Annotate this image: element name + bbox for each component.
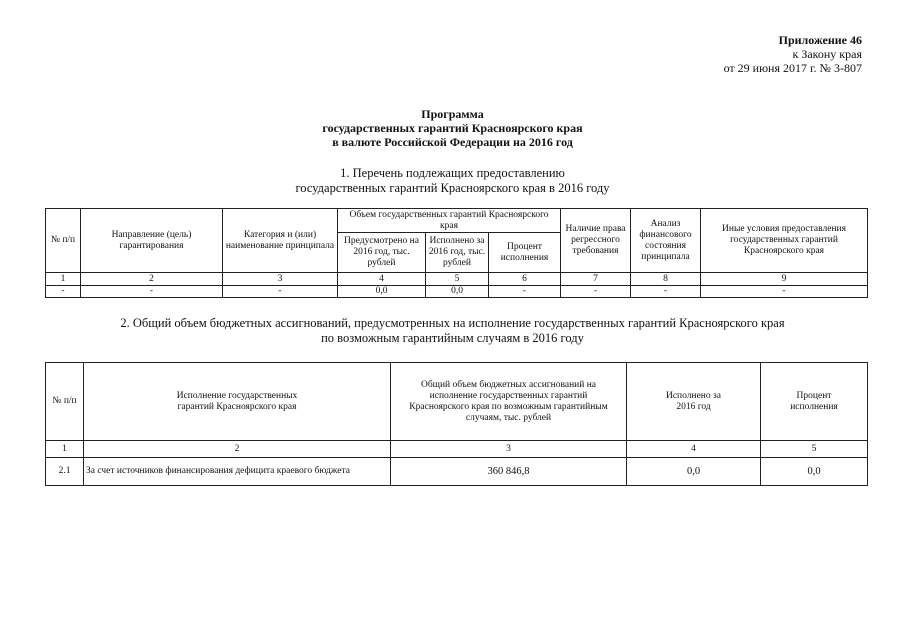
table-row	[46, 458, 868, 486]
cell: 0,0	[338, 286, 426, 298]
header-direction: Направление (цель) гарантирования	[81, 209, 223, 273]
col-number: 2	[81, 273, 223, 286]
col-number: 9	[701, 273, 868, 286]
document-title	[0, 107, 905, 149]
col-number: 6	[489, 273, 561, 286]
header-num: № п/п	[46, 209, 81, 273]
cell-executed: 0,0	[627, 458, 761, 486]
col-number: 2	[84, 441, 391, 458]
heading-line: 2. Общий объем бюджетных ассигнований, предусмотренных на исполнение государственных гарантий Красноярского края	[120, 316, 785, 330]
header-num: № п/п	[46, 363, 84, 441]
header-execution: Исполнение государственных гарантий Красноярского края	[84, 363, 391, 441]
cell: -	[46, 286, 81, 298]
title-line: государственных гарантий Красноярского края	[322, 121, 583, 135]
cell: -	[223, 286, 338, 298]
header-total: Общий объем бюджетных ассигнований на исполнение государственных гарантий Красноярского края по возможным гарантийным случаям, тыс. рублей	[391, 363, 627, 441]
col-number: 4	[627, 441, 761, 458]
heading-line: по возможным гарантийным случаям в 2016 году	[321, 331, 584, 345]
cell: -	[81, 286, 223, 298]
header-regress: Наличие права регрессного требования	[561, 209, 631, 273]
cell: 0,0	[426, 286, 489, 298]
section2-heading	[0, 316, 905, 346]
appendix-date: от 29 июня 2017 г. № 3-807	[723, 61, 862, 75]
guarantees-table	[45, 208, 868, 298]
cell-total: 360 846,8	[391, 458, 627, 486]
col-number: 5	[426, 273, 489, 286]
col-number: 1	[46, 273, 81, 286]
header-executed: Исполнено за 2016 год, тыс. рублей	[426, 233, 489, 273]
cell-source: За счет источников финансирования дефицита краевого бюджета	[84, 458, 391, 486]
header-other: Иные условия предоставления государственных гарантий Красноярского края	[701, 209, 868, 273]
col-number: 7	[561, 273, 631, 286]
cell: -	[701, 286, 868, 298]
col-number: 3	[391, 441, 627, 458]
appendix-block	[724, 33, 862, 75]
col-number: 8	[631, 273, 701, 286]
header-volume: Объем государственных гарантий Красноярского края	[338, 209, 561, 233]
col-number: 3	[223, 273, 338, 286]
section1-heading	[0, 166, 905, 196]
appropriations-table	[45, 362, 868, 486]
cell-percent: 0,0	[761, 458, 868, 486]
appendix-title: Приложение 46	[778, 33, 862, 47]
appendix-law: к Закону края	[792, 47, 862, 61]
cell: -	[489, 286, 561, 298]
title-line: Программа	[421, 107, 484, 121]
header-percent: Процент исполнения	[489, 233, 561, 273]
col-number: 1	[46, 441, 84, 458]
cell: -	[631, 286, 701, 298]
title-line: в валюте Российской Федерации на 2016 год	[332, 135, 573, 149]
col-number: 5	[761, 441, 868, 458]
header-analysis: Анализ финансового состояния принципала	[631, 209, 701, 273]
header-category: Категория и (или) наименование принципала	[223, 209, 338, 273]
cell-num: 2.1	[46, 458, 84, 486]
heading-line: 1. Перечень подлежащих предоставлению	[340, 166, 565, 180]
column-numbers-row	[46, 273, 868, 286]
header-percent: Процент исполнения	[761, 363, 868, 441]
col-number: 4	[338, 273, 426, 286]
header-planned: Предусмотрено на 2016 год, тыс. рублей	[338, 233, 426, 273]
header-executed: Исполнено за 2016 год	[627, 363, 761, 441]
column-numbers-row	[46, 441, 868, 458]
cell: -	[561, 286, 631, 298]
heading-line: государственных гарантий Красноярского края в 2016 году	[295, 181, 610, 195]
table-row	[46, 286, 868, 298]
